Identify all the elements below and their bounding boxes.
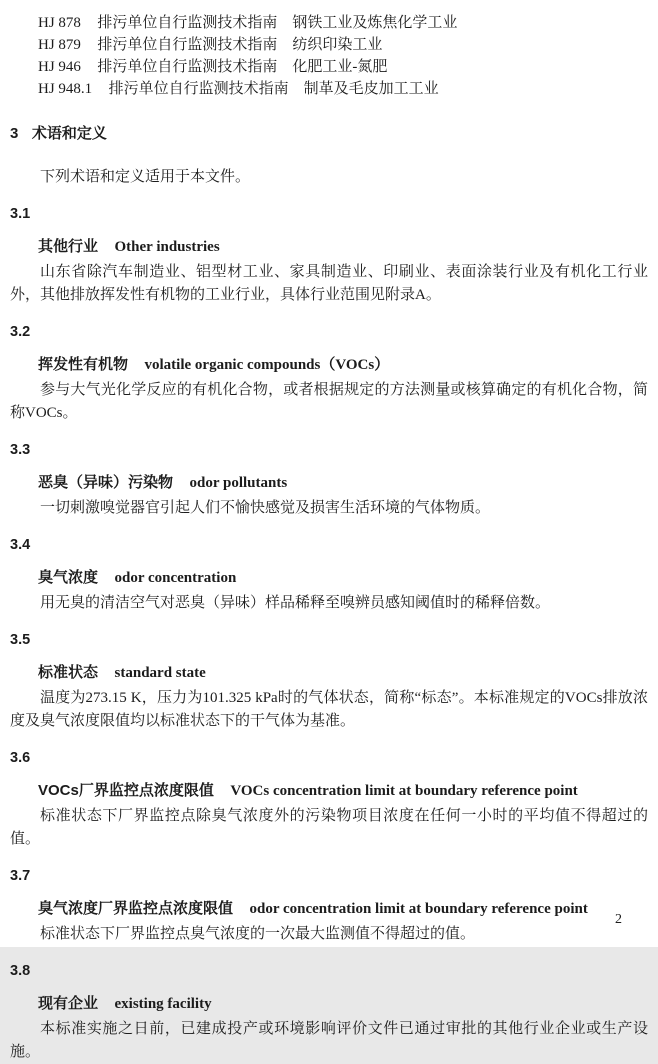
reference-code: HJ 878 [38,15,81,31]
term-heading [38,897,648,921]
reference-item [38,34,648,56]
page-number: 2 [615,912,622,927]
term-definition: 一切刺激嗅觉器官引起人们不愉快感觉及损害生活环境的气体物质。 [40,500,491,516]
term-heading [38,353,648,377]
term-block-3-4 [10,534,648,615]
term-definition: 山东省除汽车制造业、铝型材工业、家具制造业、印刷业、表面涂装行业及有机化工行业外，其他排放挥发性有机物的工业行业，具体行业范围见附录A。 [10,264,648,303]
term-definition: 用无臭的清洁空气对恶臭（异味）样品稀释至嗅辨员感知阈值时的稀释倍数。 [40,595,551,611]
reference-title: 排污单位自行监测技术指南 纺织印染工业 [97,37,383,53]
term-number: 3.8 [10,963,31,979]
term-heading [38,779,648,803]
term-name-en: odor concentration limit at boundary reference point [249,901,588,917]
reference-item [38,12,648,34]
term-name-en: odor pollutants [189,475,288,491]
section-number: 3 [10,125,19,142]
term-number: 3.1 [10,206,31,222]
reference-title: 排污单位自行监测技术指南 制革及毛皮加工工业 [108,81,439,97]
reference-code: HJ 946 [38,59,81,75]
term-block-3-7 [10,865,648,946]
term-name-zh: 臭气浓度厂界监控点浓度限值 [38,900,234,917]
reference-title: 排污单位自行监测技术指南 化肥工业-氮肥 [97,59,388,75]
term-name-en: odor concentration [114,570,237,586]
term-definition: 本标准实施之日前，已建成投产或环境影响评价文件已通过审批的其他行业企业或生产设施。 [10,1021,648,1060]
term-number: 3.6 [10,750,31,766]
reference-code: HJ 948.1 [38,81,93,97]
term-name-zh: 标准状态 [38,664,99,681]
term-definition: 标准状态下厂界监控点除臭气浓度外的污染物项目浓度在任何一小时的平均值不得超过的值。 [10,808,648,847]
section-heading [10,122,648,145]
term-name-zh: VOCs厂界监控点浓度限值 [38,782,214,799]
term-block-3-8 [10,960,648,1064]
reference-item [38,78,648,100]
term-block-3-3 [10,439,648,520]
term-block-3-5 [10,629,648,733]
term-definition: 温度为273.15 K，压力为101.325 kPa时的气体状态，简称“标态”。本标准规定的VOCs排放浓度及臭气浓度限值均以标准状态下的干气体为基准。 [10,690,648,729]
term-name-en: VOCs concentration limit at boundary reference point [230,783,578,799]
reference-code: HJ 879 [38,37,81,53]
term-name-zh: 挥发性有机物 [38,356,129,373]
term-name-zh: 恶臭（异味）污染物 [38,474,174,491]
section-title: 术语和定义 [31,125,107,142]
term-name-en: Other industries [114,239,220,255]
term-number: 3.7 [10,868,31,884]
term-block-3-1 [10,203,648,307]
term-name-zh: 其他行业 [38,238,99,255]
term-name-en: standard state [114,665,206,681]
term-definition: 参与大气光化学反应的有机化合物，或者根据规定的方法测量或核算确定的有机化合物，简称VOCs。 [10,382,648,421]
term-name-en: existing facility [114,996,212,1012]
reference-title: 排污单位自行监测技术指南 钢铁工业及炼焦化学工业 [97,15,458,31]
term-number: 3.2 [10,324,31,340]
term-block-3-2 [10,321,648,425]
term-number: 3.4 [10,537,31,553]
term-number: 3.3 [10,442,31,458]
term-name-zh: 臭气浓度 [38,569,99,586]
section-intro: 下列术语和定义适用于本文件。 [40,169,251,185]
term-heading [38,235,648,259]
reference-list [38,12,648,100]
term-heading [38,471,648,495]
term-name-zh: 现有企业 [38,995,99,1012]
term-heading [38,566,648,590]
term-number: 3.5 [10,632,31,648]
term-heading [38,661,648,685]
reference-item [38,56,648,78]
term-heading [38,992,648,1016]
term-definition: 标准状态下厂界监控点臭气浓度的一次最大监测值不得超过的值。 [40,926,476,942]
term-name-en: volatile organic compounds（VOCs） [144,357,390,373]
term-block-3-6 [10,747,648,851]
